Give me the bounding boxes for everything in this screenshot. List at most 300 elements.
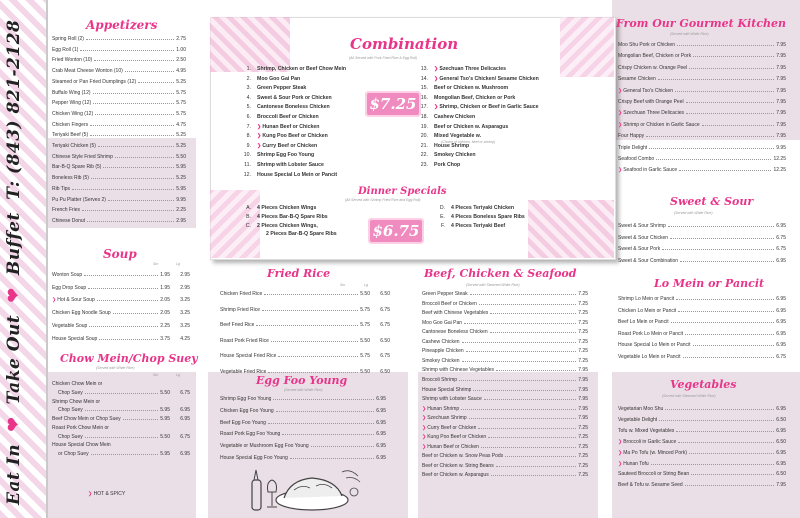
greek-key-pattern (210, 17, 290, 72)
soup-col-sm: Sm (153, 262, 159, 266)
item-price-large: 3.25 (180, 297, 190, 304)
item-price: 7.25 (578, 338, 588, 345)
item-number: 15. (420, 85, 428, 92)
item-price-large: 6.50 (380, 291, 390, 297)
item-price: 7.25 (578, 472, 588, 479)
item-name: Shrimp or Chicken in Garlic Sauce (623, 121, 700, 128)
item-price: 5.95 (176, 185, 186, 192)
item-name: Broccoli Beef or Chicken (257, 114, 319, 120)
item-name: Hot & Sour Soup (57, 297, 95, 304)
item-name-cont: or Chop Suey (58, 451, 89, 457)
fried-rice-title: Fried Rice (267, 267, 331, 280)
item-name: Crispy Chicken w. Orange Peel (618, 64, 688, 71)
appetizer-row (52, 79, 186, 85)
dot-leader (464, 322, 576, 324)
item-price-small: 5.95 (160, 407, 170, 414)
item-price: 6.95 (776, 460, 786, 467)
item-name: Beef & Tofu w. Sesame Seed (618, 482, 683, 489)
dot-leader (680, 260, 774, 262)
item-name: Moo Goo Gai Pan (257, 75, 301, 82)
appetizer-row (52, 122, 186, 128)
egg-foo-young-row (220, 420, 386, 426)
lo-mein-row (618, 296, 786, 302)
item-price: 6.95 (776, 319, 786, 326)
gourmet-row (618, 133, 786, 139)
item-price-large: 4.25 (180, 335, 190, 342)
beef-chicken-seafood-row (422, 320, 588, 326)
lo-mein-row (618, 342, 786, 348)
item-name: Tofu w. Mixed Vegetables (618, 427, 675, 434)
dot-leader (256, 324, 358, 326)
item-price: 9.95 (776, 144, 786, 151)
item-name: 4 Pieces Chicken Wings (257, 205, 317, 211)
item-price: 5.75 (176, 89, 186, 96)
vertical-banner-text (4, 14, 24, 505)
dot-leader (85, 436, 159, 438)
item-name: Pork Chop (434, 162, 461, 168)
item-price: 7.95 (578, 386, 588, 393)
item-price: 6.50 (776, 438, 786, 445)
item-letter: F. (440, 223, 445, 229)
item-price-small: 5.95 (160, 451, 170, 457)
item-name: Sweet & Sour Pork or Chicken (257, 94, 332, 101)
item-number: 14. (420, 75, 428, 82)
lo-mein-title: Lo Mein or Pancit (654, 277, 765, 290)
take-out-label: Take Out (4, 314, 24, 405)
item-price: 1.00 (176, 46, 186, 53)
item-price: 6.95 (376, 443, 386, 450)
item-price-small: 2.05 (160, 310, 170, 317)
lo-mein-row (618, 354, 786, 360)
item-name: General Tso's Chicken/ Sesame Chicken (439, 75, 539, 82)
dot-leader (94, 59, 174, 61)
item-number: 9. (246, 142, 251, 149)
item-price: 12.25 (773, 156, 786, 162)
item-name: Pepper Wing (12) (52, 100, 92, 107)
fried-rice-row (220, 322, 390, 328)
dot-leader (138, 81, 174, 83)
combination-item-note: (Choice of chicken, beef or shrimp) (441, 139, 496, 144)
item-name: Kung Poo Beef or Chicken (427, 434, 487, 441)
dot-leader (649, 147, 774, 149)
item-price: 7.95 (578, 396, 588, 403)
item-number: 21. (420, 142, 428, 149)
lo-mein-row (618, 308, 786, 314)
gourmet-row (618, 42, 786, 48)
item-name: Beef or Chicken w. Asparagus (422, 472, 489, 479)
dot-leader (691, 473, 774, 475)
vegetable-row (618, 471, 786, 477)
egg-foo-young-subtitle: (Served with White Rice) (284, 388, 323, 392)
chili-icon: ❯ (618, 460, 623, 467)
item-name: House Special Soup (52, 335, 98, 342)
dot-leader (462, 360, 577, 362)
gourmet-row (618, 65, 786, 71)
soup-title: Soup (103, 247, 137, 261)
egg-foo-young-row (220, 443, 386, 449)
item-letter: A. (246, 205, 251, 211)
item-name: House Special Shrimp (422, 386, 472, 393)
item-number: 16. (420, 94, 428, 101)
item-name: Fried Wonton (10) (52, 57, 93, 64)
vegetable-row (618, 461, 786, 467)
egg-foo-young-row (220, 396, 386, 402)
item-name: Broccoli in Garlic Sauce (623, 438, 677, 445)
item-name: Sweet & Sour Pork (618, 246, 661, 253)
item-name: 4 Pieces Boneless Spare Ribs (451, 214, 525, 220)
item-name: Kung Poo Beef or Chicken (262, 133, 328, 140)
item-name: Spring Roll (2) (52, 36, 84, 42)
combination-item (236, 152, 314, 158)
item-name: General Tso's Chicken (623, 87, 673, 94)
dot-leader (108, 199, 174, 201)
item-number: 22. (420, 152, 428, 159)
item-number: 17. (420, 104, 428, 111)
item-price: 5.95 (176, 164, 186, 171)
item-price: 6.95 (376, 407, 386, 414)
dinner-special-item (430, 223, 505, 229)
item-price-small: 5.75 (360, 306, 370, 313)
dot-leader (478, 427, 576, 429)
item-name: Crab Meat Cheese Wonton (10) (52, 68, 123, 75)
dot-leader (685, 333, 774, 335)
item-price: 7.25 (578, 462, 588, 469)
item-name: Shrimp Fried Rice (220, 306, 261, 313)
beef-chicken-seafood-subtitle: (Served with Steamed White Rice) (466, 283, 520, 287)
appetizer-row (52, 90, 186, 96)
item-number: 20. (420, 133, 428, 140)
item-name: Mixed Vegetable w. (434, 133, 482, 140)
item-name: Chicken Egg Foo Young (220, 407, 274, 414)
item-name: Cashew Chicken (422, 338, 460, 345)
item-price-large: 6.75 (180, 389, 190, 396)
item-price: 7.95 (776, 121, 786, 128)
dot-leader (90, 134, 174, 136)
dot-leader (693, 344, 775, 346)
dot-leader (93, 92, 175, 94)
beef-chicken-seafood-row (422, 329, 588, 335)
item-price: 7.95 (776, 110, 786, 117)
item-name: Chicken Lo Mein or Pancit (618, 307, 677, 314)
combination-item (413, 95, 515, 101)
beef-chicken-seafood-row (422, 434, 588, 440)
item-name: Beef Lo Mein or Pancit (618, 319, 669, 326)
appetizers-title: Appetizers (86, 18, 158, 32)
dot-leader (702, 124, 775, 126)
chow-mein-row-line1 (52, 381, 190, 387)
sweet-sour-title: Sweet & Sour (670, 195, 754, 208)
item-price: 5.25 (176, 175, 186, 182)
item-price: 5.25 (176, 143, 186, 149)
item-price: 7.25 (578, 291, 588, 297)
dot-leader (470, 293, 577, 295)
soup-row (52, 297, 190, 303)
item-price-small: 5.50 (360, 337, 370, 344)
item-name: Rib Tips (52, 185, 71, 192)
item-name: Shrimp Chow Mein or (52, 398, 101, 405)
dot-leader (686, 101, 775, 103)
item-number: 6. (246, 114, 251, 120)
item-name: Bar-B-Q Spare Rib (5) (52, 164, 102, 171)
combination-subtitle: (All Served with Pork Fried Rice & Egg Roll) (349, 56, 418, 60)
dot-leader (459, 379, 576, 381)
vegetables-subtitle: (Served with Steamed White Rice) (662, 394, 716, 398)
beef-chicken-seafood-row (422, 291, 588, 297)
dot-leader (676, 298, 774, 300)
item-name: Cantonese Boneless Chicken (257, 104, 330, 111)
item-name: Beef Chow Mein or Chop Suey (52, 416, 121, 422)
gourmet-row (618, 156, 786, 162)
combination-item (236, 143, 317, 149)
chili-icon: ❯ (434, 66, 439, 72)
item-name: Egg Drop Soup (52, 284, 87, 291)
item-name: 4 Pieces Teriyaki Beef (451, 223, 506, 229)
chow-mein-row-line2 (58, 451, 190, 457)
dot-leader (273, 398, 374, 400)
item-name: Vegetable Delight (618, 416, 658, 423)
vegetables-title: Vegetables (670, 378, 737, 391)
combination-item (413, 85, 508, 91)
item-name: 4 Pieces Teriyaki Chicken (451, 205, 515, 211)
left-vertical-banner (0, 0, 48, 518)
beef-chicken-seafood-row (422, 425, 588, 431)
dot-leader (693, 55, 774, 57)
dot-leader (462, 341, 577, 343)
item-name: Chicken Egg Noodle Soup (52, 310, 111, 317)
appetizer-row (52, 111, 186, 117)
soup-row (52, 285, 190, 291)
combination-item (413, 76, 539, 82)
item-price: 2.25 (176, 207, 186, 214)
sweet-sour-row (618, 246, 786, 252)
combination-item (236, 133, 328, 139)
dot-leader (675, 90, 774, 92)
chili-icon: ❯ (257, 142, 262, 149)
item-letter: B. (246, 214, 251, 220)
item-name: Szechuan Shrimp (427, 415, 467, 422)
dot-leader (505, 455, 576, 457)
item-price: 6.75 (776, 246, 786, 253)
beef-chicken-seafood-row (422, 453, 588, 459)
beef-chicken-seafood-row (422, 367, 588, 373)
combination-item (413, 133, 481, 139)
item-name: Chicken Chow Mein or (52, 381, 103, 387)
chow-mein-row-line1 (52, 416, 190, 422)
item-name: Shrimp with Lobster Sauce (422, 396, 482, 403)
item-name: House Shrimp (434, 142, 470, 149)
dot-leader (466, 350, 577, 352)
item-price: 2.75 (176, 36, 186, 42)
item-price: 7.95 (578, 415, 588, 422)
dot-leader (678, 441, 774, 443)
soup-row (52, 336, 190, 342)
hot-spicy-legend (88, 491, 125, 497)
item-price: 6.95 (376, 455, 386, 461)
combination-item (236, 85, 306, 91)
gourmet-row (618, 122, 786, 128)
item-name: Shrimp Egg Foo Young (257, 152, 315, 159)
soup-row (52, 310, 190, 316)
item-name: Szechuan Three Delicacies (439, 66, 506, 72)
dot-leader (496, 369, 576, 371)
chili-icon: ❯ (52, 297, 57, 304)
item-name: 4 Pieces Bar-B-Q Spare Ribs (257, 214, 328, 220)
dish-illustration-icon (250, 462, 365, 514)
item-name-cont: Chop Suey (58, 433, 83, 440)
chili-icon: ❯ (618, 438, 623, 445)
item-price-large: 3.25 (180, 322, 190, 329)
appetizer-row (52, 57, 186, 63)
chili-icon: ❯ (257, 133, 262, 140)
item-number: 10. (243, 152, 251, 159)
item-price-large: 6.95 (180, 416, 190, 422)
item-price-large: 6.95 (180, 451, 190, 457)
combination-item (236, 124, 319, 130)
appetizer-row (52, 164, 186, 170)
dot-leader (80, 49, 174, 51)
beef-chicken-seafood-row (422, 396, 588, 402)
gourmet-row (618, 99, 786, 105)
egg-foo-young-row (220, 408, 386, 414)
combination-item (236, 76, 300, 82)
item-name: Beef or Chicken w. Asparagus (434, 123, 509, 130)
appetizer-row (52, 186, 186, 192)
fried-rice-row (220, 353, 390, 359)
item-number: 18. (420, 114, 428, 120)
item-price: 6.95 (776, 330, 786, 337)
item-name: Shrimp Lo Mein or Pancit (618, 296, 675, 302)
item-name: Cashew Chicken (434, 114, 476, 120)
item-letter: D. (439, 205, 445, 211)
item-number: 7. (246, 123, 251, 130)
item-name: Green Pepper Steak (257, 85, 307, 92)
dot-leader (86, 38, 174, 40)
dot-leader (491, 474, 577, 476)
dinner-specials-price-badge: $6.75 (368, 218, 424, 244)
item-name: Teriyaki Beef (5) (52, 132, 89, 139)
combination-item (413, 162, 460, 168)
heart-icon: ❤ (4, 416, 24, 432)
item-number: 11. (244, 162, 251, 168)
vegetable-row (618, 439, 786, 445)
chili-icon: ❯ (618, 449, 623, 456)
item-price-small: 2.05 (160, 297, 170, 304)
item-name: Curry Beef or Chicken (427, 424, 477, 431)
dot-leader (469, 417, 577, 419)
dinner-special-item (430, 205, 514, 211)
item-price: 7.95 (776, 42, 786, 48)
item-price: 7.25 (578, 453, 588, 460)
greek-key-pattern (528, 200, 614, 258)
item-name: Roast Pork Egg Foo Young (220, 431, 281, 438)
chow-mein-row-line2 (58, 390, 190, 396)
item-price-large: 3.25 (180, 310, 190, 317)
item-number: 2. (246, 75, 251, 82)
fried-rice-row (220, 291, 390, 297)
gourmet-row (618, 110, 786, 116)
combination-item (413, 114, 475, 120)
dot-leader (113, 312, 159, 314)
item-name: Hunan Beef or Chicken (427, 443, 479, 450)
vegetable-row (618, 417, 786, 423)
dinner-special-item (236, 214, 328, 220)
sweet-sour-row (618, 258, 786, 264)
appetizers-shade (48, 138, 196, 228)
chow-mein-row-line2 (58, 434, 190, 440)
item-price-small: 5.50 (360, 291, 370, 297)
item-price: 6.95 (776, 223, 786, 229)
item-price: 7.25 (578, 434, 588, 441)
item-price: 5.75 (176, 110, 186, 117)
item-price: 7.95 (776, 76, 786, 83)
chili-icon: ❯ (434, 75, 439, 82)
dot-leader (689, 452, 774, 454)
item-price: 6.95 (376, 431, 386, 438)
item-name: Chinese Style Fried Shrimp (52, 153, 113, 160)
chili-icon: ❯ (422, 443, 427, 450)
item-price: 5.50 (176, 153, 186, 160)
chili-icon: ❯ (257, 123, 262, 130)
chili-icon: ❯ (422, 424, 427, 431)
item-name: Smokey Chicken (434, 152, 476, 159)
chili-icon: ❯ (434, 104, 439, 111)
combination-item (413, 66, 506, 72)
item-letter: C. (245, 223, 251, 229)
item-price: 7.95 (776, 64, 786, 71)
item-number: 12. (243, 171, 251, 178)
item-price-small: 5.50 (160, 433, 170, 440)
chili-icon: ❯ (618, 167, 623, 174)
item-name: Ma Po Tofu (w. Minced Pork) (623, 449, 688, 456)
greek-key-pattern (560, 17, 614, 77)
item-price: 6.95 (376, 396, 386, 402)
dot-leader (276, 410, 375, 412)
dot-leader (123, 418, 159, 420)
dot-leader (85, 392, 159, 394)
chow-mein-title: Chow Mein/Chop Suey (60, 352, 198, 365)
dot-leader (93, 102, 174, 104)
item-name: Vegetable Fried Rice (220, 369, 267, 375)
dot-leader (670, 237, 774, 239)
dinner-special-item-cont: 2 Pieces Bar-B-Q Spare Ribs (266, 231, 337, 237)
item-name: Sweet & Sour Chicken (618, 234, 669, 241)
dot-leader (278, 355, 358, 357)
item-price: 7.95 (578, 376, 588, 383)
dot-leader (490, 312, 576, 314)
item-price-small: 1.95 (160, 272, 170, 278)
dot-leader (658, 78, 774, 80)
item-price: 2.50 (176, 57, 186, 64)
sweet-sour-row (618, 223, 786, 229)
dot-leader (496, 465, 577, 467)
item-name: Curry Beef or Chicken (262, 142, 318, 149)
dot-leader (84, 274, 158, 276)
item-price: 7.25 (578, 319, 588, 326)
dot-leader (490, 331, 577, 333)
dot-leader (678, 310, 774, 312)
item-price: 7.95 (578, 405, 588, 412)
item-number: 19. (420, 123, 428, 130)
item-price: 7.95 (776, 87, 786, 94)
item-name: Beef or Chicken w. Mushroom (434, 85, 509, 92)
appetizer-row (52, 47, 186, 53)
item-price: 5.75 (176, 100, 186, 107)
combination-item (236, 66, 346, 72)
item-price: 7.25 (578, 348, 588, 355)
item-number: 13. (420, 66, 428, 72)
gourmet-row (618, 76, 786, 82)
item-number: 1. (246, 66, 251, 72)
